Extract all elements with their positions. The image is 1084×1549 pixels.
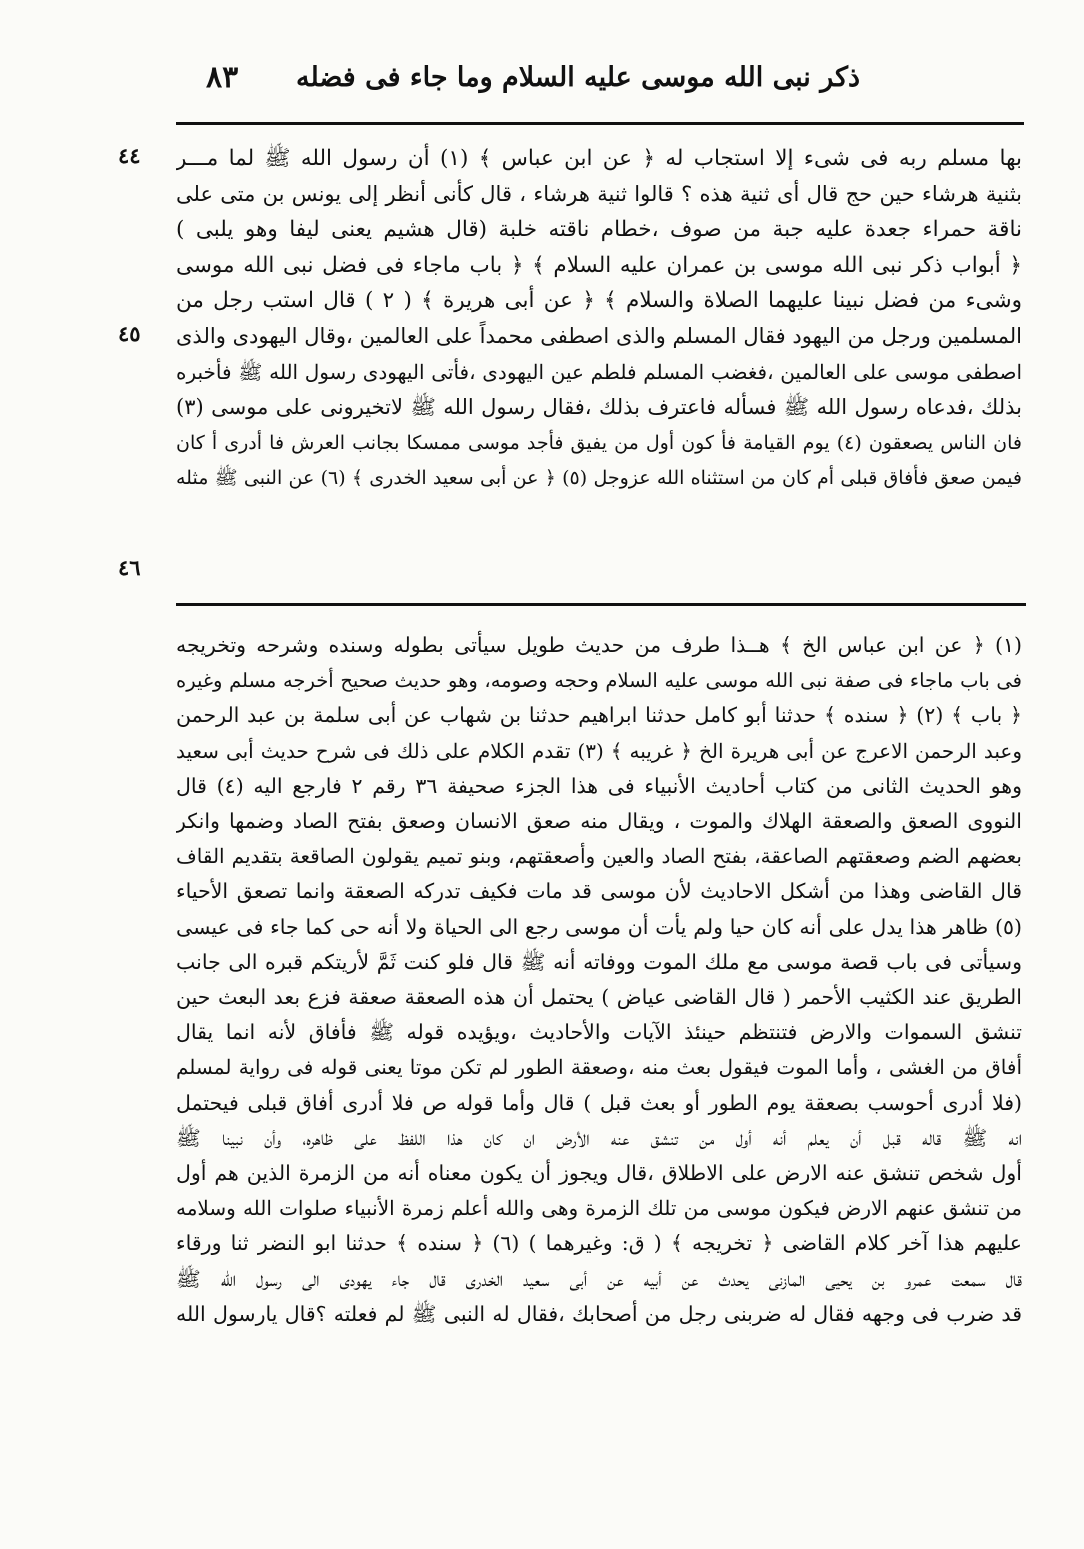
footnote-line: أفاق من الغشى ، وأما الموت فيقول بعث منه ،وصعقة الطور لم تكن موتا يعنى قوله فى رواية لمسلم (176, 1055, 1022, 1080)
main-text-line: بثنية هرشاء حين حج قال أى ثنية هذه ؟ قالوا ثنية هرشاء ، قال كأنى أنظر إلى يونس بن متى على (176, 181, 1022, 206)
footnote-line: عليهم هذا آخر كلام القاضى ﴿ تخريجه ﴾ ( ق: وغيرهما ) (٦) ﴿ سنده ﴾ حدثنا ابو النضر ثنا ورقاء (176, 1231, 1022, 1256)
footnote-line: قد ضرب فى وجهه فقال له ضربنى رجل من أصحابك ،فقال له النبى ﷺ لم فعلته ؟قال يارسول الله (176, 1301, 1022, 1326)
main-text (176, 141, 1022, 497)
footnote-line: النووى الصعق والصعقة الهلاك والموت ، ويقال منه صعق الانسان وصعق بفتح الصاد وضمها وانكر (176, 809, 1022, 834)
main-text-line: ناقة حمراء جعدة عليه جبة من صوف ،خطام ناقته خلبة (قال هشيم يعنى ليفا وهو يلبى ) (176, 217, 1022, 243)
main-text-line: بها مسلم ربه فى شىء إلا استجاب له ﴿ عن ابن عباس ﴾ (١) أن رسول الله ﷺ لما مـــر (176, 146, 1022, 171)
main-text-line: فيمن صعق فأفاق قبلى أم كان من استثناه الله عزوجل (٥) ﴿ عن أبى سعيد الخدرى ﴾ (٦) عن النبى ﷺ مثله (176, 467, 1022, 490)
main-text-line: المسلمين ورجل من اليهود فقال المسلم والذى اصطفى محمداً على العالمين ،وقال اليهودى والذى (176, 323, 1022, 348)
margin-hadith-number: ٤٦ (118, 555, 141, 580)
footnote-divider (176, 603, 1026, 606)
main-text-line: بذلك ،فدعاه رسول الله ﷺ فسأله فاعترف بذلك ،فقال رسول الله ﷺ لاتخيرونى على موسى (٣) (176, 395, 1022, 420)
footnote-line: وهو الحديث الثانى من كتاب أحاديث الأنبياء فى هذا الجزء صحيفة ٣٦ رقم ٢ فارجع اليه (٤) قال (176, 773, 1022, 798)
footnote-line: ﴿ باب ﴾ (٢) ﴿ سنده ﴾ حدثنا أبو كامل حدثنا ابراهيم حدثنا بن شهاب عن أبى سلمة بن عبد الرحمن (176, 703, 1022, 728)
footnote-line: الطريق عند الكثيب الأحمر ( قال القاضى عياض ) يحتمل أن هذه الصعقة صعقة فزع بعد البعث حين (176, 985, 1022, 1010)
footnote-line: (فلا أدرى أحوسب بصعقة يوم الطور أو بعث قبل ) قال وأما قوله ص فلا أدرى أفاق قبلى فيحتمل (176, 1090, 1022, 1115)
main-text-line: فان الناس يصعقون (٤) يوم القيامة فأ كون أول من يفيق فأجد موسى ممسكا بجانب العرش فا أدرى أ كان (176, 431, 1022, 454)
footnote-line: وعبد الرحمن الاعرج عن أبى هريرة الخ ﴿ غريبه ﴾ (٣) تقدم الكلام على ذلك فى شرح حديث أبى سعيد (176, 738, 1022, 763)
footnote-line: من تنشق عنهم الارض فيكون موسى من تلك الزمرة وهى والله أعلم زمرة الأنبياء صلوات الله وسلامه (176, 1196, 1022, 1221)
footnote-line: (١) ﴿ عن ابن عباس الخ ﴾ هــذا طرف من حديث طويل سيأتى بطوله وسنده وشرحه وتخريجه (176, 633, 1022, 657)
footnote-line: قال القاضى وهذا من أشكل الاحاديث لأن موسى قد مات فكيف تدركه الصعقة وانما تصعق الأحياء (176, 879, 1022, 904)
footnote-line: (٥) ظاهر هذا يدل على أنه كان حيا ولم يأت أن موسى رجع الى الحياة ولا أنه حى كما جاء فى عيسى (176, 914, 1022, 939)
footnote-line: تنشق السموات والارض فتنتظم حينئذ الآيات والأحاديث ،ويؤيده قوله ﷺ فأفاق لأنه انما يقال (176, 1020, 1022, 1045)
footnote-line: بعضهم الضم وصعقتهم الصاعقة، بفتح الصاد والعين وأصعقتهم، وبنو تميم يقولون الصاقعة بتقديم القاف (176, 844, 1022, 869)
margin-hadith-number: ٤٥ (118, 321, 141, 346)
header-divider (176, 122, 1024, 125)
main-text-line: وشىء من فضل نبينا عليهما الصلاة والسلام ﴾ ﴿ عن أبى هريرة ﴾ ( ٢ ) قال استب رجل من (176, 288, 1022, 314)
footnote-line: قال سمعت عمرو بن يحيى المازنى يحدث عن أبيه عن أبى سعيد الخدرى قال جاء يهودى الى رسول الله ﷺ (176, 1266, 1022, 1291)
footnote-line: أول شخص تنشق عنه الارض على الاطلاق ،قال ويجوز أن يكون معناه أنه من الزمرة الذين هم أول (176, 1161, 1022, 1186)
footnotes (176, 628, 1022, 1332)
footnote-line: فى باب ماجاء فى صفة نبى الله موسى عليه السلام وحجه وصومه، وهو حديث صحيح أخرجه مسلم وغيره (176, 669, 1022, 693)
margin-hadith-number: ٤٤ (118, 143, 141, 168)
running-title: ذكر نبى الله موسى عليه السلام وما جاء فى فضله (295, 62, 860, 93)
main-text-line: اصطفى موسى على العالمين ،فغضب المسلم فلطم عين اليهودى ،فأتى اليهودى رسول الله ﷺ فأخبره (176, 359, 1022, 384)
footnote-line: وسيأتى فى باب قصة موسى مع ملك الموت ووفاته أنه ﷺ قال فلو كنت ثَمَّ لأريتكم قبره الى جانب (176, 949, 1022, 974)
page-header (200, 62, 860, 110)
footnote-line: انه ﷺ قاله قبل أن يعلم أنه أول من تنشق عنه الأرض ان كان هذا اللفظ على ظاهره، وأن نبينا ﷺ (176, 1125, 1022, 1150)
page-number: ٨٣ (206, 60, 239, 95)
main-text-line: ﴿ أبواب ذكر نبى الله موسى بن عمران عليه السلام ﴾ ﴿ باب ماجاء فى فضل نبى الله موسى (176, 252, 1022, 278)
